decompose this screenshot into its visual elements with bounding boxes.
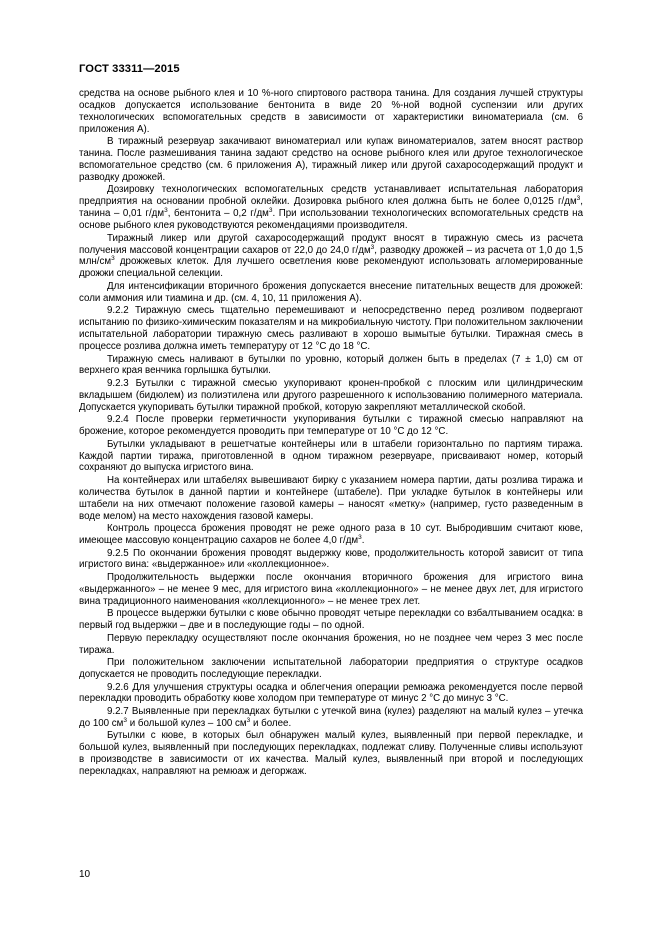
paragraph: 9.2.3 Бутылки с тиражной смесью укупоривают кронен-пробкой с плоским или цилиндрическим вкладышем (бидюлем) из полиэтилена или другого разрешенного к использованию полимерного материала. Допускается укупоривать бутылки тиражной пробкой, которую закрепляют металлической скобой. bbox=[79, 377, 583, 413]
paragraph: 9.2.2 Тиражную смесь тщательно перемешивают и непосредственно перед розливом подвергают испытанию по физико-химическим показателям и на микробиальную чистоту. При положительном заключении испытательной лаборатории тиражную смесь разливают в хорошо вымытые бутылки. Тиражная смесь в процессе розлива должна иметь температуру от 12 °С до 18 °С. bbox=[79, 305, 583, 352]
paragraph: Для интенсификации вторичного брожения допускается внесение питательных веществ для дрожжей: соли аммония или тиамина и др. (см. 4, 10, 11 приложения А). bbox=[79, 280, 583, 304]
document-body bbox=[79, 88, 583, 779]
paragraph: В тиражный резервуар закачивают виноматериал или купаж виноматериалов, затем вносят раствор танина. После размешивания танина задают средство на основе рыбного клея или другое технологическое вспомогательное средство (см. 6 приложения А), тиражный ликер или другой сахаросодержащий продукт и разводку дрожжей. bbox=[79, 136, 583, 183]
paragraph: Тиражный ликер или другой сахаросодержащий продукт вносят в тиражную смесь из расчета получения массовой концентрации сахаров от 22,0 до 24,0 $г/дм^3$, разводку дрожжей – из расчета от 1,0 до 1,5 млн/$см^3$ дрожжевых клеток. Для лучшего осветления кюве рекомендуют использовать агломерированные дрожжи специальной селекции. bbox=[79, 232, 583, 280]
document-header: ГОСТ 33311—2015 bbox=[79, 63, 180, 75]
paragraph: На контейнерах или штабелях вывешивают бирку с указанием номера партии, даты розлива тиража и количества бутылок в данной партии и контейнере (штабеле). При укладке бутылок в контейнеры или штабели на них отмечают положение газовой камеры – наносят «метку» (например, густо разведенным в воде мелом) на место нахождения газовой камеры. bbox=[79, 474, 583, 522]
paragraph: В процессе выдержки бутылки с кюве обычно проводят четыре перекладки со взбалтыванием осадка: в первый год выдержки – две и в последующие годы – по одной. bbox=[79, 608, 583, 632]
paragraph: 9.2.5 По окончании брожения проводят выдержку кюве, продолжительность которой зависит от типа игристого вина: «выдержанное» или «коллекционное». bbox=[79, 547, 583, 571]
paragraph: Дозировку технологических вспомогательных средств устанавливает испытательная лаборатория предприятия на основании пробной оклейки. Дозировка рыбного клея должна быть не более 0,0125 $г/дм^3$, танина – 0,01 $г/дм^3$, бентонита – 0,2 $г/дм^3$. При использовании технологических вспомогательных средств на основе рыбного клея руководствуются рекомендациями производителя. bbox=[79, 184, 583, 232]
paragraph: Продолжительность выдержки после окончания вторичного брожения для игристого вина «выдержанного» – не менее 9 мес, для игристого вина «коллекционного» – не менее двух лет, для игристого вина традиционного наименования «коллекционного» – не менее трех лет. bbox=[79, 571, 583, 607]
paragraph: 9.2.4 После проверки герметичности укупоривания бутылки с тиражной смесью направляют на брожение, которое рекомендуется проводить при температуре от 10 °С до 12 °С. bbox=[79, 414, 583, 438]
paragraph: Контроль процесса брожения проводят не реже одного раза в 10 сут. Выбродившим считают кюве, имеющее массовую концентрацию сахаров не более 4,0 $г/дм^3$. bbox=[79, 523, 583, 547]
paragraph: Бутылки укладывают в решетчатые контейнеры или в штабели горизонтально по партиям тиража. Каждой партии тиража, приготовленной в одном тиражном резервуаре, присваивают номер, который сохраняют до выпуска игристого вина. bbox=[79, 438, 583, 474]
paragraph: Бутылки с кюве, в которых был обнаружен малый кулез, выявленный при первой перекладке, и большой кулез, выявленный при последующих перекладках, подлежат сливу. Полученные сливы используют в производстве в зависимости от их качества. Малый кулез, выявленный при второй и последующих перекладках, направляют на ремюаж и дегоржаж. bbox=[79, 730, 583, 778]
paragraph: Первую перекладку осуществляют после окончания брожения, но не позднее чем через 3 мес после тиража. bbox=[79, 632, 583, 656]
page-number: 10 bbox=[79, 869, 91, 880]
paragraph: средства на основе рыбного клея и 10 %-ного спиртового раствора танина. Для создания лучшей структуры осадков допускается использование бентонита в виде 20 %-ной водной суспензии или других технологических вспомогательных средств в зависимости от характеристики виноматериала (см. 6 приложения А). bbox=[79, 88, 583, 135]
paragraph: 9.2.7 Выявленные при перекладках бутылки с утечкой вина (кулез) разделяют на малый кулез – утечка до 100 $см^3$ и большой кулез – 100 $см^3$ и более. bbox=[79, 705, 583, 729]
paragraph: Тиражную смесь наливают в бутылки по уровню, который должен быть в пределах (7 ± 1,0) см от верхнего края венчика горлышка бутылки. bbox=[79, 353, 583, 377]
paragraph: При положительном заключении испытательной лаборатории предприятия о структуре осадков допускается не проводить последующие перекладки. bbox=[79, 657, 583, 680]
paragraph: 9.2.6 Для улучшения структуры осадка и облегчения операции ремюажа рекомендуется после первой перекладки проводить обработку кюве холодом при температуре от минус 2 °С до минус 3 °С. bbox=[79, 681, 583, 705]
